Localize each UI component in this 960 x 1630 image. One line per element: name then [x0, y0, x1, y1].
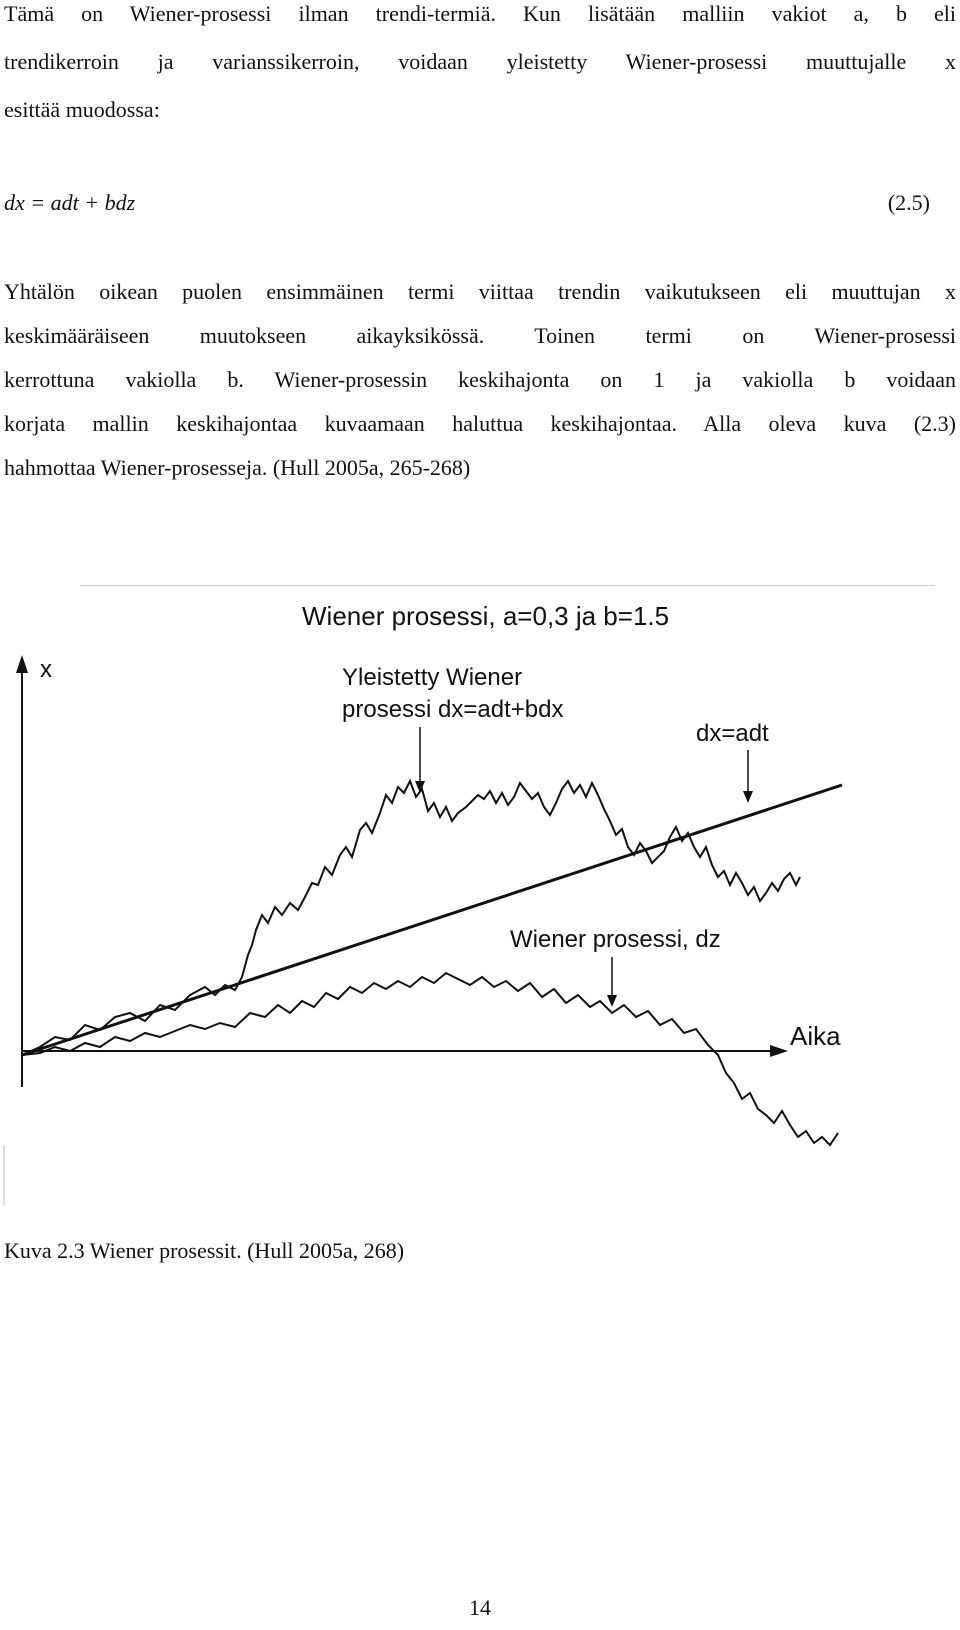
text-line: Tämä on Wiener-prosessi ilman trendi-termiä. Kun lisätään malliin vakiot a, b eli [4, 1, 956, 26]
arrow-trend-head-icon [743, 791, 753, 803]
text-line: kerrottuna vakiolla b. Wiener-prosessin keskihajonta on 1 ja vakiolla b voidaan [4, 367, 956, 392]
arrow-wiener-head-icon [607, 995, 617, 1007]
text-line: korjata mallin keskihajontaa kuvaamaan haluttua keskihajontaa. Alla oleva kuva (2.3) [4, 411, 956, 436]
label-trend: dx=adt [696, 720, 769, 747]
text-line: esittää muodossa: [4, 97, 160, 122]
y-axis-arrow-icon [16, 655, 28, 673]
page-number: 14 [469, 1595, 491, 1620]
wiener-dz-path [22, 973, 838, 1145]
wiener-figure-svg [0, 585, 960, 1225]
x-axis-label: Aika [790, 1021, 841, 1051]
equation: dx = adt + bdz [4, 190, 136, 215]
y-axis-label: x [40, 656, 52, 683]
wiener-figure [0, 585, 960, 1225]
text-line: keskimääräiseen muutokseen aikayksikössä. Toinen termi on Wiener-prosessi [4, 323, 956, 348]
label-generalized-wiener-line2: prosessi dx=adt+bdx [342, 696, 564, 723]
x-axis-arrow-icon [770, 1045, 788, 1057]
generalized-wiener-path [22, 781, 800, 1055]
text-line: trendikerroin ja varianssikerroin, voidaan yleistetty Wiener-prosessi muuttujalle x [4, 49, 956, 74]
label-generalized-wiener-line1: Yleistetty Wiener [342, 664, 523, 691]
label-wiener-dz: Wiener prosessi, dz [510, 926, 721, 953]
trend-line [22, 785, 842, 1055]
figure-title: Wiener prosessi, a=0,3 ja b=1.5 [302, 601, 670, 631]
text-line: hahmottaa Wiener-prosesseja. (Hull 2005a, 265-268) [4, 455, 471, 480]
equation-number: (2.5) [887, 190, 930, 215]
text-line: Yhtälön oikean puolen ensimmäinen termi viittaa trendin vaikutukseen eli muuttujan x [4, 279, 956, 304]
figure-caption: Kuva 2.3 Wiener prosessit. (Hull 2005a, 268) [4, 1238, 405, 1263]
